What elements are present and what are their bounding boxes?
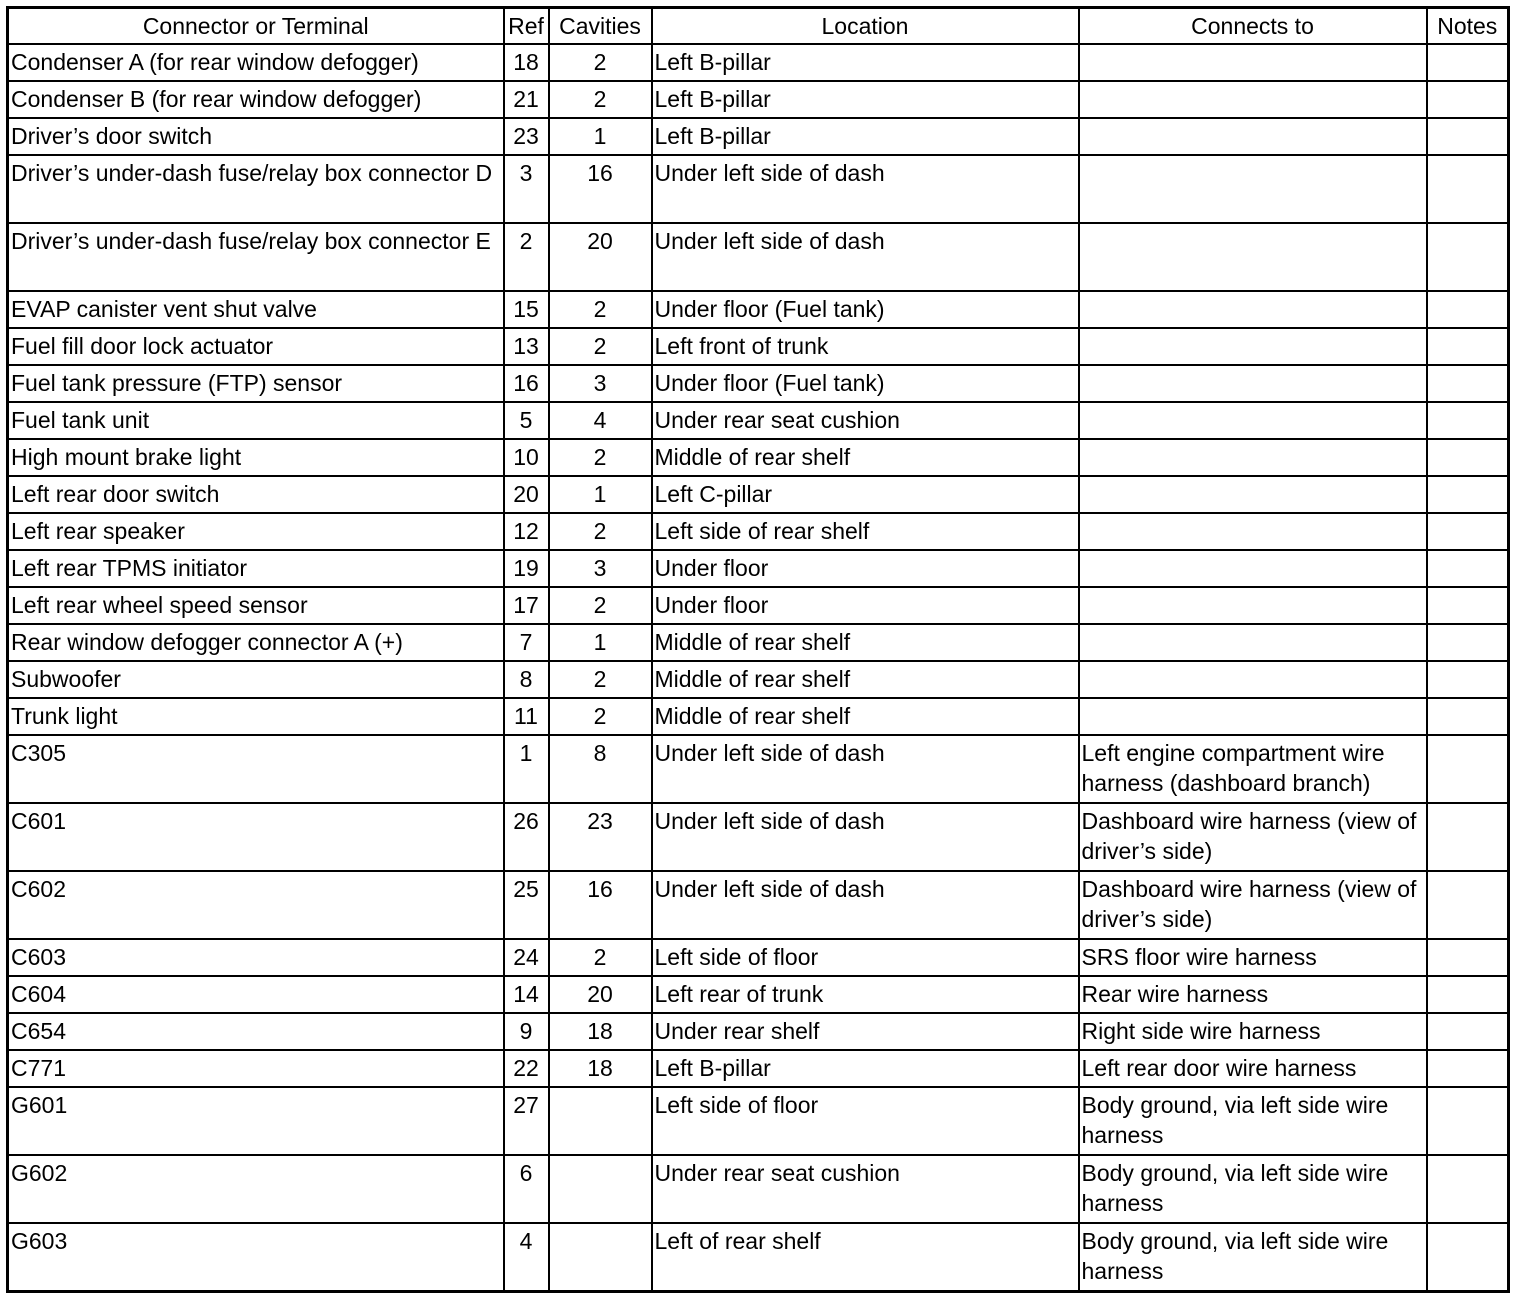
- cell-location: Left side of rear shelf: [652, 513, 1079, 550]
- cell-ref: 14: [504, 976, 549, 1013]
- cell-location: Under floor: [652, 550, 1079, 587]
- table-row: [8, 871, 1509, 939]
- cell-connects-to: [1079, 223, 1427, 291]
- cell-notes: [1427, 476, 1509, 513]
- cell-connector: Left rear door switch: [8, 476, 504, 513]
- table-row: [8, 661, 1509, 698]
- table-row: [8, 587, 1509, 624]
- cell-notes: [1427, 439, 1509, 476]
- cell-cavities: 3: [549, 365, 652, 402]
- cell-connector: EVAP canister vent shut valve: [8, 291, 504, 328]
- table-row: [8, 439, 1509, 476]
- cell-notes: [1427, 365, 1509, 402]
- cell-notes: [1427, 223, 1509, 291]
- table-row: [8, 291, 1509, 328]
- table-row: [8, 698, 1509, 735]
- cell-cavities: 2: [549, 291, 652, 328]
- cell-connector: Trunk light: [8, 698, 504, 735]
- cell-ref: 18: [504, 44, 549, 81]
- table-row: [8, 1223, 1509, 1292]
- cell-location: Left B-pillar: [652, 81, 1079, 118]
- cell-cavities: 3: [549, 550, 652, 587]
- cell-connects-to: Body ground, via left side wire harness: [1079, 1087, 1427, 1155]
- cell-connects-to: [1079, 81, 1427, 118]
- cell-connects-to: Rear wire harness: [1079, 976, 1427, 1013]
- cell-notes: [1427, 1155, 1509, 1223]
- table-row: [8, 118, 1509, 155]
- cell-connects-to: [1079, 291, 1427, 328]
- table-row: [8, 328, 1509, 365]
- cell-notes: [1427, 661, 1509, 698]
- cell-location: Left side of floor: [652, 1087, 1079, 1155]
- cell-connector: Driver’s door switch: [8, 118, 504, 155]
- cell-ref: 8: [504, 661, 549, 698]
- connector-table: [6, 6, 1510, 1293]
- cell-connector: Left rear wheel speed sensor: [8, 587, 504, 624]
- table-row: [8, 44, 1509, 81]
- cell-cavities: 18: [549, 1050, 652, 1087]
- cell-location: Under rear seat cushion: [652, 402, 1079, 439]
- cell-connects-to: [1079, 365, 1427, 402]
- cell-location: Under left side of dash: [652, 871, 1079, 939]
- table-row: [8, 402, 1509, 439]
- cell-connector: Subwoofer: [8, 661, 504, 698]
- cell-location: Under left side of dash: [652, 803, 1079, 871]
- cell-cavities: 1: [549, 624, 652, 661]
- cell-location: Middle of rear shelf: [652, 624, 1079, 661]
- cell-cavities: [549, 1087, 652, 1155]
- cell-location: Middle of rear shelf: [652, 439, 1079, 476]
- cell-notes: [1427, 735, 1509, 803]
- table-body: [8, 44, 1509, 1292]
- cell-notes: [1427, 871, 1509, 939]
- cell-ref: 11: [504, 698, 549, 735]
- cell-notes: [1427, 1013, 1509, 1050]
- cell-ref: 5: [504, 402, 549, 439]
- table-row: [8, 624, 1509, 661]
- cell-connector: Fuel tank unit: [8, 402, 504, 439]
- cell-notes: [1427, 976, 1509, 1013]
- cell-ref: 24: [504, 939, 549, 976]
- cell-location: Under left side of dash: [652, 223, 1079, 291]
- table-row: [8, 513, 1509, 550]
- cell-location: Left front of trunk: [652, 328, 1079, 365]
- cell-connector: Fuel tank pressure (FTP) sensor: [8, 365, 504, 402]
- cell-connects-to: Right side wire harness: [1079, 1013, 1427, 1050]
- header-connector: Connector or Terminal: [8, 8, 504, 45]
- cell-ref: 4: [504, 1223, 549, 1292]
- cell-cavities: 20: [549, 223, 652, 291]
- cell-notes: [1427, 118, 1509, 155]
- cell-connects-to: [1079, 513, 1427, 550]
- cell-ref: 13: [504, 328, 549, 365]
- table-row: [8, 976, 1509, 1013]
- cell-cavities: 2: [549, 439, 652, 476]
- table-row: [8, 155, 1509, 223]
- cell-connects-to: [1079, 476, 1427, 513]
- table-row: [8, 1013, 1509, 1050]
- cell-connects-to: [1079, 661, 1427, 698]
- cell-connects-to: [1079, 698, 1427, 735]
- cell-notes: [1427, 1087, 1509, 1155]
- cell-cavities: [549, 1155, 652, 1223]
- cell-notes: [1427, 44, 1509, 81]
- cell-connector: Left rear TPMS initiator: [8, 550, 504, 587]
- cell-ref: 15: [504, 291, 549, 328]
- cell-ref: 2: [504, 223, 549, 291]
- cell-cavities: 23: [549, 803, 652, 871]
- cell-location: Under floor: [652, 587, 1079, 624]
- cell-cavities: 2: [549, 939, 652, 976]
- header-ref: Ref: [504, 8, 549, 45]
- cell-cavities: 18: [549, 1013, 652, 1050]
- cell-connector: Fuel fill door lock actuator: [8, 328, 504, 365]
- cell-connects-to: Body ground, via left side wire harness: [1079, 1155, 1427, 1223]
- cell-connects-to: [1079, 587, 1427, 624]
- cell-cavities: 1: [549, 118, 652, 155]
- cell-notes: [1427, 328, 1509, 365]
- cell-cavities: 2: [549, 44, 652, 81]
- table-row: [8, 81, 1509, 118]
- cell-cavities: 8: [549, 735, 652, 803]
- cell-notes: [1427, 698, 1509, 735]
- cell-connects-to: Dashboard wire harness (view of driver’s side): [1079, 803, 1427, 871]
- table-row: [8, 223, 1509, 291]
- table-row: [8, 1087, 1509, 1155]
- cell-ref: 16: [504, 365, 549, 402]
- cell-location: Left B-pillar: [652, 44, 1079, 81]
- cell-connects-to: SRS floor wire harness: [1079, 939, 1427, 976]
- cell-ref: 9: [504, 1013, 549, 1050]
- cell-location: Left B-pillar: [652, 118, 1079, 155]
- table-row: [8, 1155, 1509, 1223]
- cell-location: Under rear shelf: [652, 1013, 1079, 1050]
- header-location: Location: [652, 8, 1079, 45]
- cell-connects-to: Left engine compartment wire harness (dashboard branch): [1079, 735, 1427, 803]
- cell-connector: Condenser A (for rear window defogger): [8, 44, 504, 81]
- cell-notes: [1427, 1050, 1509, 1087]
- cell-connects-to: [1079, 550, 1427, 587]
- cell-connector: Driver’s under-dash fuse/relay box connector E: [8, 223, 504, 291]
- cell-notes: [1427, 155, 1509, 223]
- cell-cavities: 2: [549, 698, 652, 735]
- cell-ref: 23: [504, 118, 549, 155]
- cell-notes: [1427, 550, 1509, 587]
- cell-ref: 21: [504, 81, 549, 118]
- cell-ref: 17: [504, 587, 549, 624]
- cell-cavities: 4: [549, 402, 652, 439]
- cell-location: Under floor (Fuel tank): [652, 291, 1079, 328]
- cell-connector: High mount brake light: [8, 439, 504, 476]
- cell-ref: 3: [504, 155, 549, 223]
- cell-connector: C305: [8, 735, 504, 803]
- table-row: [8, 939, 1509, 976]
- cell-cavities: 16: [549, 155, 652, 223]
- cell-connects-to: [1079, 155, 1427, 223]
- cell-connects-to: Left rear door wire harness: [1079, 1050, 1427, 1087]
- cell-ref: 22: [504, 1050, 549, 1087]
- cell-location: Left rear of trunk: [652, 976, 1079, 1013]
- cell-connects-to: [1079, 439, 1427, 476]
- cell-cavities: 16: [549, 871, 652, 939]
- cell-location: Left B-pillar: [652, 1050, 1079, 1087]
- cell-notes: [1427, 939, 1509, 976]
- cell-connects-to: Body ground, via left side wire harness: [1079, 1223, 1427, 1292]
- cell-ref: 12: [504, 513, 549, 550]
- header-connects-to: Connects to: [1079, 8, 1427, 45]
- cell-location: Under left side of dash: [652, 155, 1079, 223]
- cell-connector: Left rear speaker: [8, 513, 504, 550]
- cell-location: Middle of rear shelf: [652, 661, 1079, 698]
- table-row: [8, 735, 1509, 803]
- cell-ref: 19: [504, 550, 549, 587]
- table-row: [8, 365, 1509, 402]
- cell-connector: C654: [8, 1013, 504, 1050]
- cell-notes: [1427, 624, 1509, 661]
- header-row: [8, 8, 1509, 45]
- cell-notes: [1427, 803, 1509, 871]
- cell-notes: [1427, 1223, 1509, 1292]
- cell-cavities: 2: [549, 587, 652, 624]
- cell-location: Under left side of dash: [652, 735, 1079, 803]
- cell-ref: 26: [504, 803, 549, 871]
- cell-connector: C602: [8, 871, 504, 939]
- table-row: [8, 1050, 1509, 1087]
- cell-connector: C603: [8, 939, 504, 976]
- cell-connector: C601: [8, 803, 504, 871]
- cell-connector: Rear window defogger connector A (+): [8, 624, 504, 661]
- table-row: [8, 803, 1509, 871]
- cell-notes: [1427, 587, 1509, 624]
- cell-connector: Condenser B (for rear window defogger): [8, 81, 504, 118]
- cell-cavities: 2: [549, 661, 652, 698]
- cell-ref: 6: [504, 1155, 549, 1223]
- cell-connects-to: Dashboard wire harness (view of driver’s side): [1079, 871, 1427, 939]
- cell-connects-to: [1079, 402, 1427, 439]
- cell-cavities: 2: [549, 81, 652, 118]
- cell-location: Left side of floor: [652, 939, 1079, 976]
- cell-cavities: 1: [549, 476, 652, 513]
- cell-location: Under rear seat cushion: [652, 1155, 1079, 1223]
- cell-location: Left of rear shelf: [652, 1223, 1079, 1292]
- cell-ref: 1: [504, 735, 549, 803]
- cell-ref: 27: [504, 1087, 549, 1155]
- cell-location: Left C-pillar: [652, 476, 1079, 513]
- table-row: [8, 550, 1509, 587]
- cell-connector: G602: [8, 1155, 504, 1223]
- cell-location: Under floor (Fuel tank): [652, 365, 1079, 402]
- cell-ref: 7: [504, 624, 549, 661]
- table-row: [8, 476, 1509, 513]
- header-cavities: Cavities: [549, 8, 652, 45]
- cell-connector: G601: [8, 1087, 504, 1155]
- cell-notes: [1427, 513, 1509, 550]
- cell-cavities: [549, 1223, 652, 1292]
- header-notes: Notes: [1427, 8, 1509, 45]
- cell-ref: 25: [504, 871, 549, 939]
- cell-ref: 10: [504, 439, 549, 476]
- cell-connector: G603: [8, 1223, 504, 1292]
- cell-cavities: 20: [549, 976, 652, 1013]
- cell-notes: [1427, 402, 1509, 439]
- cell-cavities: 2: [549, 328, 652, 365]
- cell-connects-to: [1079, 328, 1427, 365]
- cell-connects-to: [1079, 118, 1427, 155]
- cell-connector: Driver’s under-dash fuse/relay box connector D: [8, 155, 504, 223]
- cell-cavities: 2: [549, 513, 652, 550]
- cell-location: Middle of rear shelf: [652, 698, 1079, 735]
- cell-connects-to: [1079, 624, 1427, 661]
- cell-connects-to: [1079, 44, 1427, 81]
- cell-connector: C771: [8, 1050, 504, 1087]
- cell-notes: [1427, 291, 1509, 328]
- cell-notes: [1427, 81, 1509, 118]
- cell-ref: 20: [504, 476, 549, 513]
- cell-connector: C604: [8, 976, 504, 1013]
